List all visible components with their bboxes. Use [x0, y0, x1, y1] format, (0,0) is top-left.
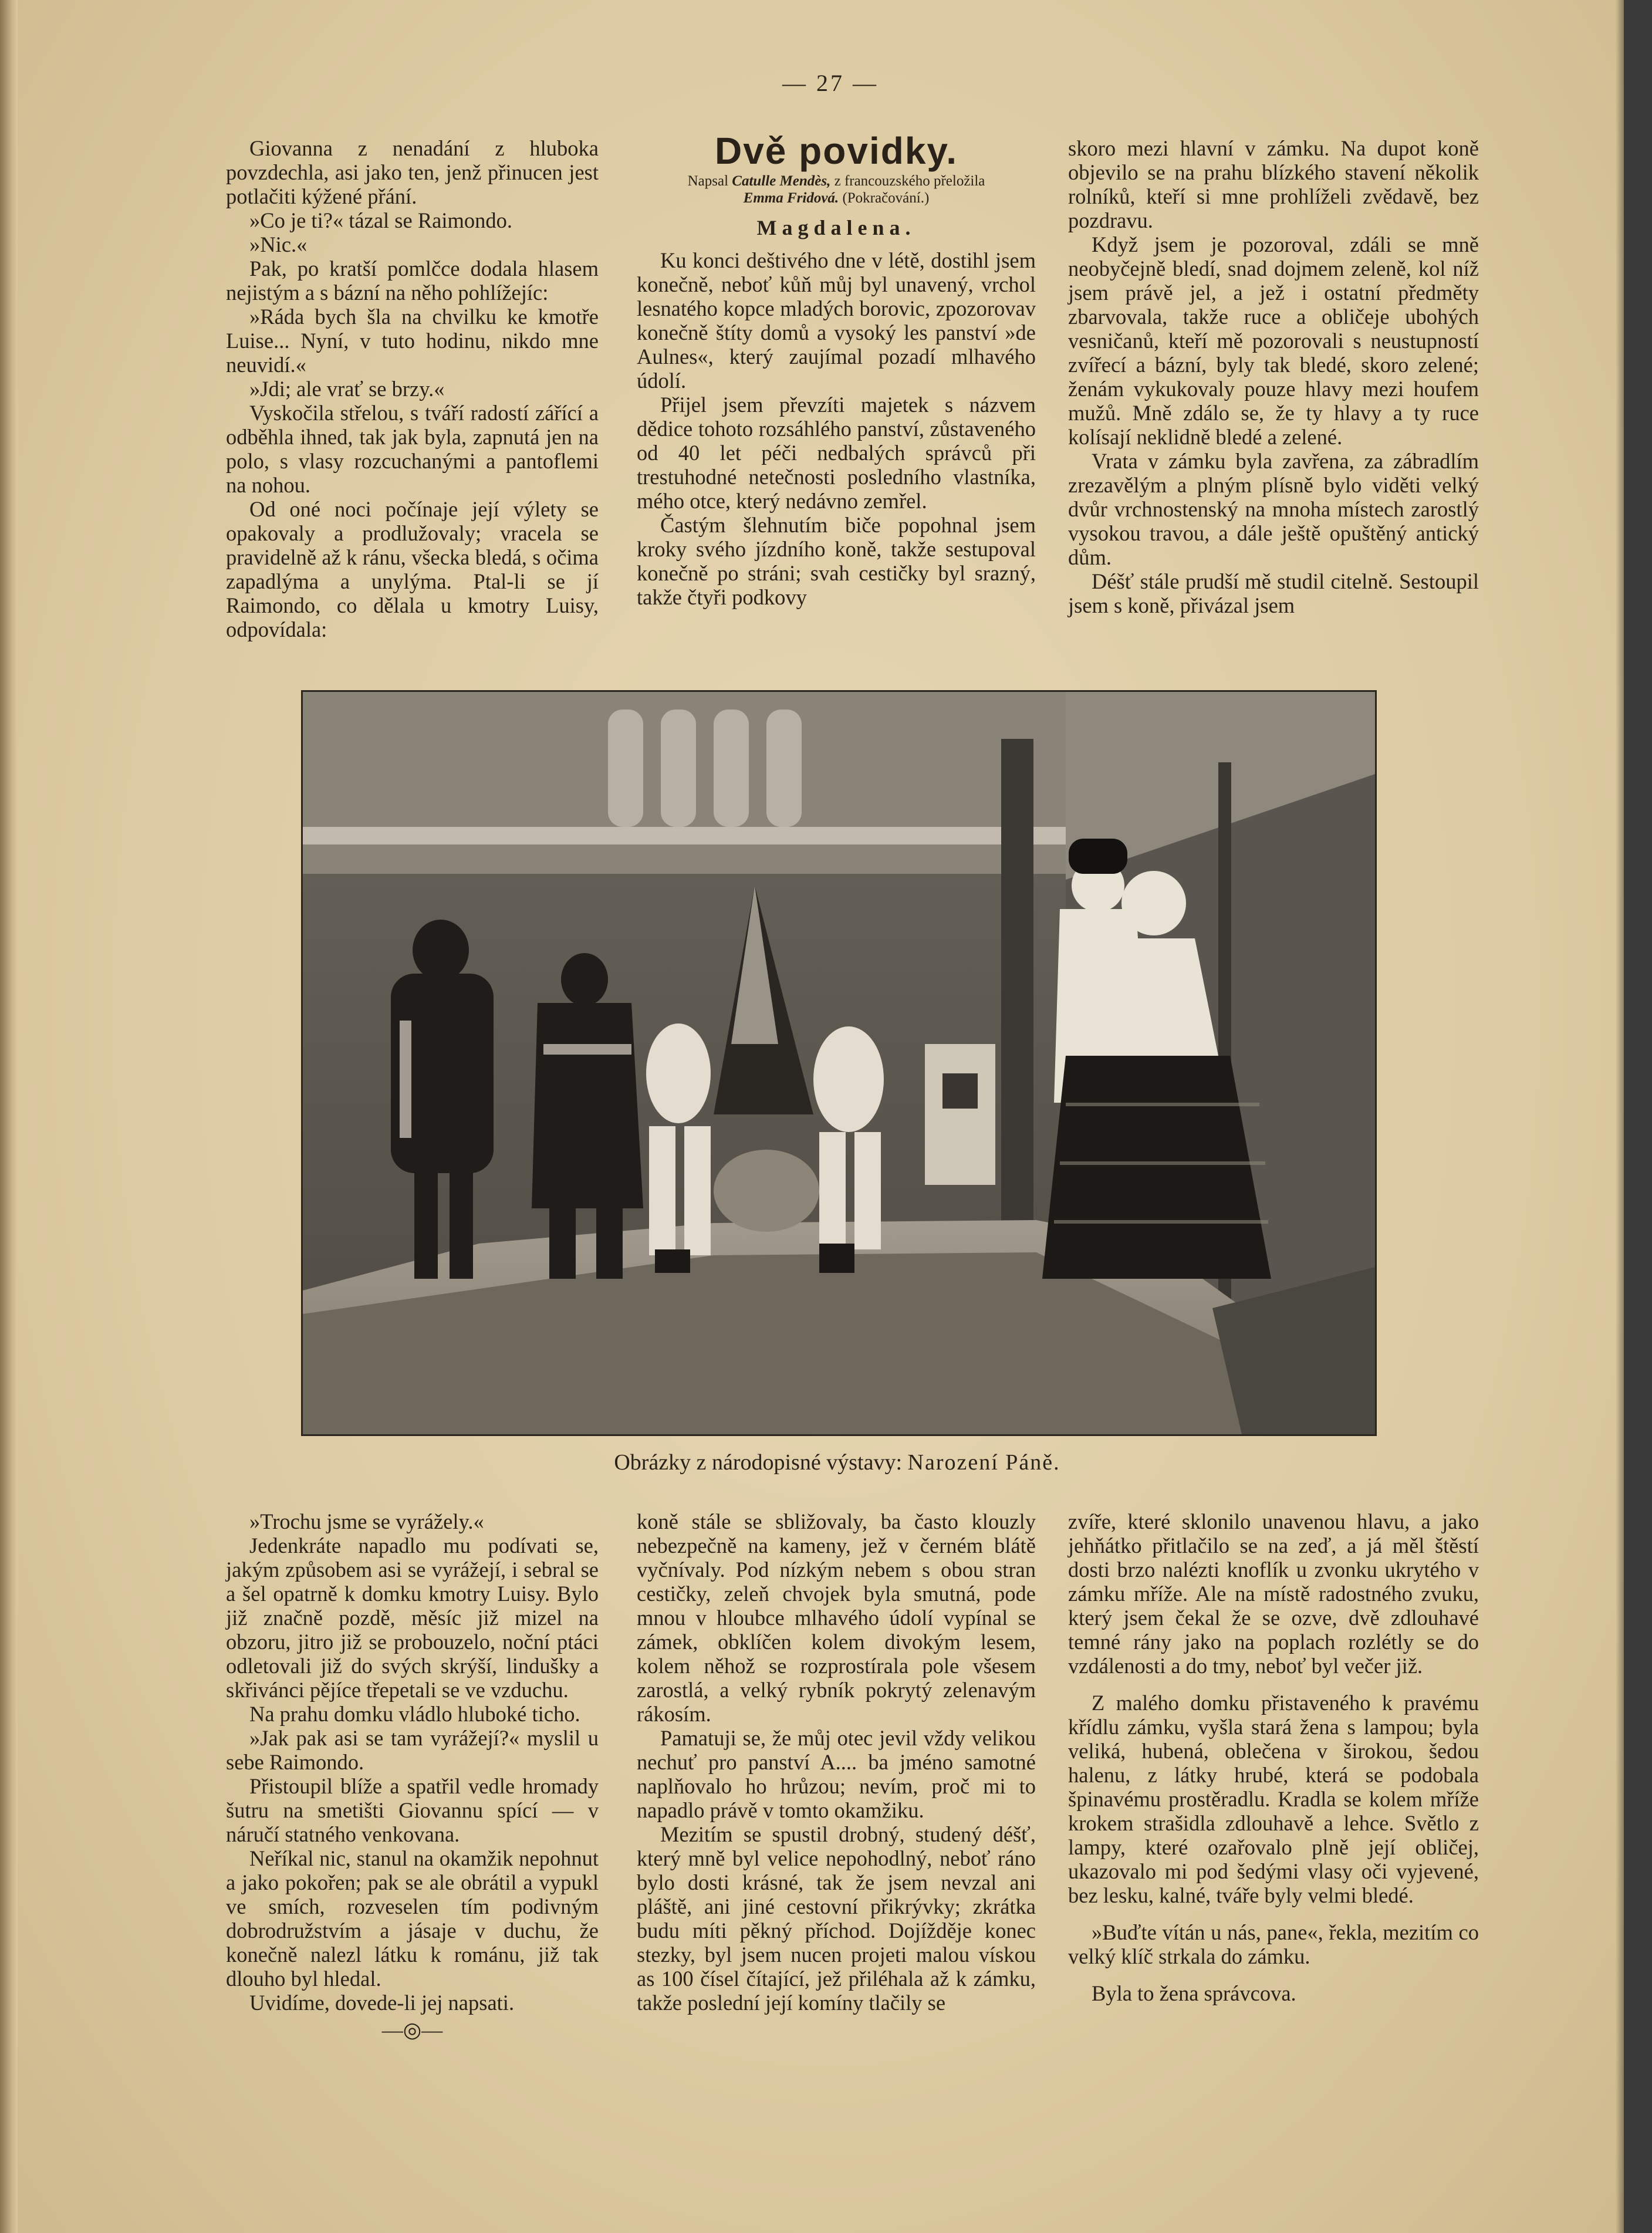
paragraph: Vyskočila střelou, s tváří radostí zářící a odběhla ihned, tak jak byla, zapnutá jen na polo, s vlasy rozcuchanými a pantoflemi na nohou. — [226, 401, 599, 497]
caption-title: Narození Páně. — [907, 1450, 1060, 1475]
paragraph: Přijel jsem převzíti majetek s názvem dědice tohoto rozsáhlého panství, zůstaveného od 40 let péči nedbalých správců při trestuhodné netečnosti posledního vlastníka, mého otce, který nedávno zemřel. — [637, 393, 1036, 513]
paragraph: Jedenkráte napadlo mu podívati se, jakým způsobem asi se vyrážejí, i sebral se a šel opatrně k domku kmotry Luisy. Bylo již značně pozdě, měsíc již mizel na obzoru, jitro již se probouzelo, noční ptáci odletovali již do svých skrýší, lindušky a skřivánci pějíce třepetali se ve vzduchu. — [226, 1533, 599, 1702]
story-subtitle: Magdalena. — [756, 216, 916, 239]
paragraph: Giovanna z nenadání z hluboka povzdechla, asi jako ten, jenž přinucen jest potlačiti kýžené přání. — [226, 136, 599, 208]
translator-name: Emma Fridová. — [743, 190, 839, 206]
paragraph: Častým šlehnutím biče popohnal jsem kroky svého jízdního koně, takže sestupoval konečně po stráni; svah cestičky byl srazný, takže čtyři podkovy — [637, 513, 1036, 609]
paragraph: Neříkal nic, stanul na okamžik nepohnut a jako pokořen; pak se ale obrátil a vypukl ve smích, rozveselen tím podivným dobrodružstvím a jásaje v duchu, že konečně nalezl látku k románu, již tak dlouho byl hledal. — [226, 1846, 599, 1991]
paragraph: Vrata v zámku byla zavřena, za zábradlím zrezavělým a plným plísně bylo viděti velký dvůr vrchnostenský na mnoha místech zarostlý vysokou travou, a dále ještě opuštěný antický dům. — [1068, 449, 1479, 569]
column-2-top — [637, 130, 1036, 609]
paragraph: »Trochu jsme se vyrážely.« — [249, 1509, 484, 1533]
paragraph: skoro mezi hlavní v zámku. Na dupot koně objevilo se na prahu blízkého stavení několik rolníků, kteří si mne prohlíželi zvědavě, bez pozdravu. — [1068, 136, 1479, 232]
caption-prefix: Obrázky z národopisné výstavy: — [614, 1450, 903, 1475]
article-title: Dvě povidky. — [714, 130, 958, 172]
end-ornament: —◎— — [381, 2018, 443, 2042]
paragraph: Když jsem je pozoroval, zdáli se mně neobyčejně bledí, snad dojmem zeleně, kol níž jsem právě jel, a jež i ostatní předměty zbarvovala, takže ruce a obličeje ubohých vesničanů, kteří mě pozorovali s neustupností zvířecí a bázní, byly tak bledé, skoro zelené; ženám vykukovaly pouze hlavy mezi houfem mužů. Mně zdálo se, že ty hlavy a ty ruce kolísají neklidně bledé a zelené. — [1068, 232, 1479, 449]
column-3-bottom — [1068, 1509, 1479, 2005]
byline-prefix: Napsal — [687, 173, 729, 189]
article-byline — [637, 173, 1036, 207]
paragraph: »Co je ti?« tázal se Raimondo. — [249, 208, 513, 232]
paragraph: Pamatuji se, že můj otec jevil vždy velikou nechuť pro panství A.... ba jméno samotné naplňovalo ho hrůzou; nevím, proč mi to napadlo právě v tomto okamžiku. — [637, 1726, 1036, 1822]
nativity-photograph — [301, 690, 1377, 1436]
paragraph: Na prahu domku vládlo hluboké ticho. — [249, 1702, 580, 1726]
column-3-top — [1068, 136, 1479, 617]
photo-caption — [301, 1450, 1373, 1475]
paragraph: Z malého domku přistaveného k pravému křídlu zámku, vyšla stará žena s lampou; byla veliká, hubená, oblečena v širokou, šedou halenu, z látky hrubé, která se podobala špinavému prostěradlu. Kradla se kolem mříže krokem strašidla zdlouhavě a lehce. Světlo z lampy, které ozařovalo plně její obličej, ukazovalo mi pod šedými vlasy oči vyjevené, bez lesku, kalné, tváře byly velmi bledé. — [1068, 1691, 1479, 1907]
paragraph: Uvidíme, dovede-li jej napsati. — [249, 1991, 515, 2015]
byline-suffix: (Pokračování.) — [842, 190, 930, 206]
column-2-bottom — [637, 1509, 1036, 2015]
column-1-top — [226, 136, 599, 641]
paragraph: »Ráda bych šla na chvilku ke kmotře Luise... Nyní, v tuto hodinu, nikdo mne neuvidí.« — [226, 305, 599, 377]
paragraph: Byla to žena správcova. — [1092, 1981, 1296, 2005]
byline-mid: z francouzského přeložila — [834, 173, 985, 189]
author-name: Catulle Mendès, — [732, 173, 831, 189]
photo-illustration — [303, 692, 1375, 1434]
paragraph: Mezitím se spustil drobný, studený déšť, který mně byl velice nepohodlný, neboť ráno bylo dosti krásné, tak že jsem nevzal ani pláště, ani jiné cestovní přikrývky; zkrátka budu míti pěkný příchod. Dojížděje konec stezky, byl jsem nucen projeti malou vískou as 100 čísel čítající, jež přiléhala až k zámku, takže poslední její komíny tlačily se — [637, 1822, 1036, 2015]
page-left-edge — [0, 0, 18, 2233]
paragraph: Déšť stále prudší mě studil citelně. Sestoupil jsem s koně, přivázal jsem — [1068, 569, 1479, 617]
paragraph: Ku konci deštivého dne v létě, dostihl jsem konečně, neboť kůň můj byl unavený, vrchol lesnatého kopce mladých borovic, zpozorovav konečně štíty domů a vysoký les panství »de Aulnes«, který zaujímal pozadí mlhavého údolí. — [637, 248, 1036, 393]
paragraph: »Jak pak asi se tam vyrážejí?« myslil u sebe Raimondo. — [226, 1726, 599, 1774]
paragraph: »Nic.« — [249, 232, 308, 256]
paragraph: koně stále se sbližovaly, ba často klouzly nebezpečně na kameny, jež v černém blátě vyčnívaly. Pod nízkým nebem s obou stran cestičky, zeleň chvojek byla smutná, pode mnou v hloubce mlhavého údolí vypínal se zámek, obklíčen kolem divokým lesem, kolem něhož se rozprostírala pole všesem zarostlá, a velký rybník pokrytý zelenavým rákosím. — [637, 1509, 1036, 1726]
paragraph: Přistoupil blíže a spatřil vedle hromady šutru na smetišti Giovannu spící — v náručí statného venkovana. — [226, 1774, 599, 1846]
paragraph: Pak, po kratší pomlčce dodala hlasem nejistým a s bázní na něho pohlížejíc: — [226, 256, 599, 305]
paragraph: Od oné noci počínaje její výlety se opakovaly a prodlužovaly; vracela se pravidelně až k ránu, všecka bledá, s očima zapadlýma a unylýma. Ptal-li se jí Raimondo, co dělala u kmotry Luisy, odpovídala: — [226, 497, 599, 641]
column-1-bottom — [226, 1509, 599, 2042]
page-number: — 27 — — [782, 70, 879, 96]
paragraph: »Jdi; ale vrať se brzy.« — [249, 377, 445, 401]
paragraph: zvíře, které sklonilo unavenou hlavu, a jako jehňátko přitlačilo se na zeď, a já měl štěstí dosti brzo nalézti knoflík u zvonku ukrytého v zámku mříže. Ale na místě radostného zvuku, který jsem čekal že se ozve, dvě zdlouhavé temné rány jako na poplach rozlétly se do vzdálenosti a do tmy, neboť byl večer již. — [1068, 1509, 1479, 1678]
paragraph: »Buďte vítán u nás, pane«, řekla, mezitím co velký klíč strkala do zámku. — [1068, 1920, 1479, 1968]
binding-strip — [1624, 0, 1652, 2233]
